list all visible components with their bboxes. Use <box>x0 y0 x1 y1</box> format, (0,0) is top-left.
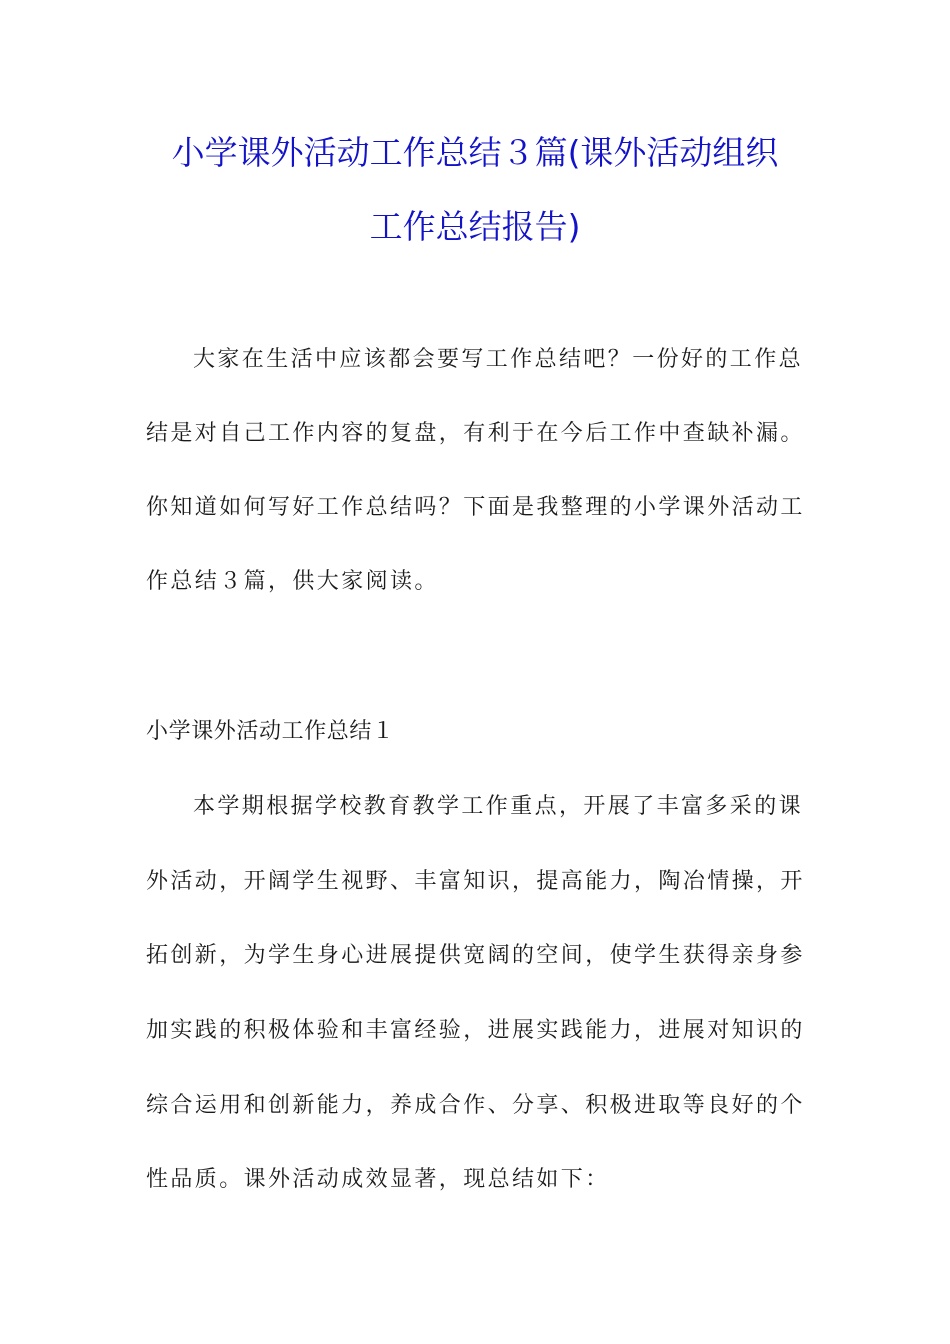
section-paragraph-line: 外活动，开阔学生视野、丰富知识，提高能力，陶冶情操，开 <box>146 869 805 894</box>
section-paragraph-line: 加实践的积极体验和丰富经验，进展实践能力，进展对知识的 <box>146 1018 805 1043</box>
intro-paragraph-line: 结是对自己工作内容的复盘，有利于在今后工作中查缺补漏。 <box>146 421 805 446</box>
intro-paragraph-line: 作总结３篇，供大家阅读。 <box>146 569 439 594</box>
section-paragraph-line: 性品质。课外活动成效显著，现总结如下： <box>146 1167 610 1192</box>
section-heading: 小学课外活动工作总结１ <box>146 719 395 744</box>
section-paragraph-line: 本学期根据学校教育教学工作重点，开展了丰富多采的课 <box>193 794 804 819</box>
intro-paragraph-line: 大家在生活中应该都会要写工作总结吧？一份好的工作总 <box>193 347 804 372</box>
document-title-line-2: 工作总结报告) <box>369 207 581 246</box>
document-title-line-1: 小学课外活动工作总结３篇(课外活动组织 <box>171 133 779 172</box>
intro-paragraph-line: 你知道如何写好工作总结吗？下面是我整理的小学课外活动工 <box>146 495 805 520</box>
section-paragraph-line: 综合运用和创新能力，养成合作、分享、积极进取等良好的个 <box>146 1093 805 1118</box>
section-paragraph-line: 拓创新，为学生身心进展提供宽阔的空间，使学生获得亲身参 <box>146 943 805 968</box>
